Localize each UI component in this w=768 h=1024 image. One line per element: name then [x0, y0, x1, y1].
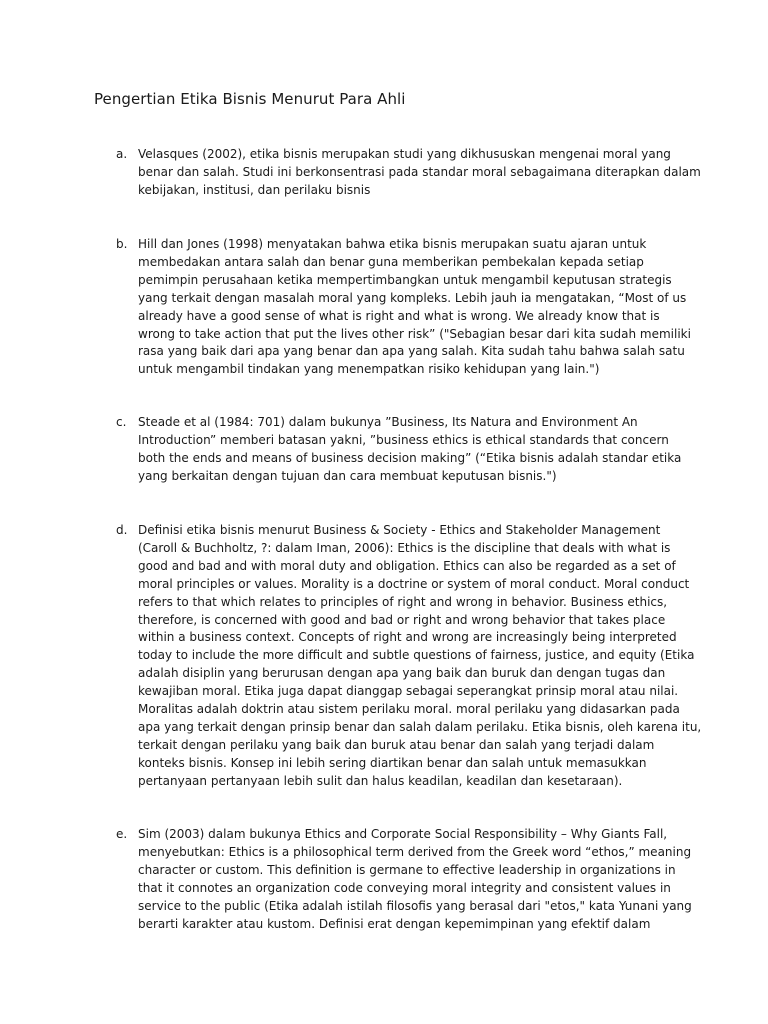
text-line: apa yang terkait dengan prinsip benar dan salah dalam perilaku. Etika bisnis, oleh karena itu,: [138, 719, 702, 734]
text-line: that it connotes an organization code conveying moral integrity and consistent values in: [138, 880, 671, 895]
text-line: pertanyaan pertanyaan lebih sulit dan halus keadilan, keadilan dan kesetaraan).: [138, 773, 623, 788]
text-line: therefore, is concerned with good and bad or right and wrong behavior that takes place: [138, 612, 666, 627]
text-line: yang terkait dengan masalah moral yang kompleks. Lebih jauh ia mengatakan, “Most of us: [138, 290, 687, 305]
text-line: within a business context. Concepts of right and wrong are increasingly being interpreted: [138, 630, 677, 645]
text-line: service to the public (Etika adalah istilah filosofis yang berasal dari "etos," kata Yunani yang: [138, 898, 692, 913]
text-line: untuk mengambil tindakan yang menempatkan risiko kehidupan yang lain."): [138, 362, 600, 377]
text-line: adalah disiplin yang berurusan dengan apa yang baik dan buruk dan dengan tugas dan: [138, 666, 666, 681]
text-line: kewajiban moral. Etika juga dapat dianggap sebagai seperangkat prinsip moral atau nilai.: [138, 684, 679, 699]
text-line: Steade et al (1984: 701) dalam bukunya ”Business, Its Natura and Environment An: [138, 415, 638, 429]
text-line: both the ends and means of business decision making” (“Etika bisnis adalah standar etika: [138, 450, 682, 465]
text-line: kebijakan, institusi, dan perilaku bisnis: [138, 182, 371, 197]
text-line: Moralitas adalah doktrin atau sistem perilaku moral. moral perilaku yang didasarkan pada: [138, 702, 680, 717]
text-line: refers to that which relates to principles of right and wrong in behavior. Business ethics,: [138, 594, 668, 609]
text-line: menyebutkan: Ethics is a philosophical term derived from the Greek word “ethos,” meaning: [138, 844, 692, 859]
list-item-letter: d.: [116, 523, 128, 537]
list-item-body: [138, 236, 691, 379]
list-item-letter: c.: [116, 415, 127, 429]
list-item-letter: b.: [116, 237, 128, 251]
list-item-body: [138, 146, 701, 200]
text-line: good and bad and with moral duty and obligation. Ethics can also be regarded as a set of: [138, 558, 676, 573]
list-item-letter: a.: [116, 147, 128, 161]
text-line: already have a good sense of what is right and what is wrong. We already know that is: [138, 308, 660, 323]
text-line: Hill dan Jones (1998) menyatakan bahwa etika bisnis merupakan suatu ajaran untuk: [138, 237, 647, 251]
list-item-body: [138, 826, 692, 933]
text-line: today to include the more difficult and subtle questions of fairness, justice, and equity (Etika: [138, 648, 695, 663]
text-line: benar dan salah. Studi ini berkonsentrasi pada standar moral sebagaimana diterapkan dalam: [138, 164, 701, 179]
list-item-letter: e.: [116, 827, 128, 841]
text-line: Velasques (2002), etika bisnis merupakan studi yang dikhususkan mengenai moral yang: [138, 147, 671, 161]
list-item-body: [138, 414, 682, 486]
text-line: konteks bisnis. Konsep ini lebih sering diartikan benar dan salah untuk memasukkan: [138, 755, 647, 770]
text-line: berarti karakter atau kustom. Definisi erat dengan kepemimpinan yang efektif dalam: [138, 916, 651, 931]
text-line: Introduction” memberi batasan yakni, ”business ethics is ethical standards that concern: [138, 432, 669, 447]
text-line: Sim (2003) dalam bukunya Ethics and Corporate Social Responsibility – Why Giants Fall,: [138, 827, 668, 841]
text-line: pemimpin perusahaan ketika mempertimbangkan untuk mengambil keputusan strategis: [138, 272, 672, 287]
text-line: terkait dengan perilaku yang baik dan buruk atau benar dan salah yang terjadi dalam: [138, 737, 655, 752]
text-line: (Caroll & Buchholtz, ?: dalam Iman, 2006): Ethics is the discipline that deals with what is: [138, 540, 671, 555]
text-line: Definisi etika bisnis menurut Business & Society - Ethics and Stakeholder Management: [138, 523, 661, 537]
text-line: moral principles or values. Morality is a doctrine or system of moral conduct. Moral conduct: [138, 576, 690, 591]
text-line: rasa yang baik dari apa yang benar dan apa yang salah. Kita sudah tahu bahwa salah satu: [138, 344, 685, 359]
text-line: yang berkaitan dengan tujuan dan cara membuat keputusan bisnis."): [138, 468, 557, 483]
list-item-body: [138, 522, 702, 791]
page-title: Pengertian Etika Bisnis Menurut Para Ahli: [94, 90, 406, 108]
text-line: character or custom. This definition is germane to effective leadership in organizations in: [138, 862, 676, 877]
text-line: wrong to take action that put the lives other risk” ("Sebagian besar dari kita sudah memiliki: [138, 326, 691, 341]
text-line: membedakan antara salah dan benar guna memberikan pembekalan kepada setiap: [138, 254, 644, 269]
